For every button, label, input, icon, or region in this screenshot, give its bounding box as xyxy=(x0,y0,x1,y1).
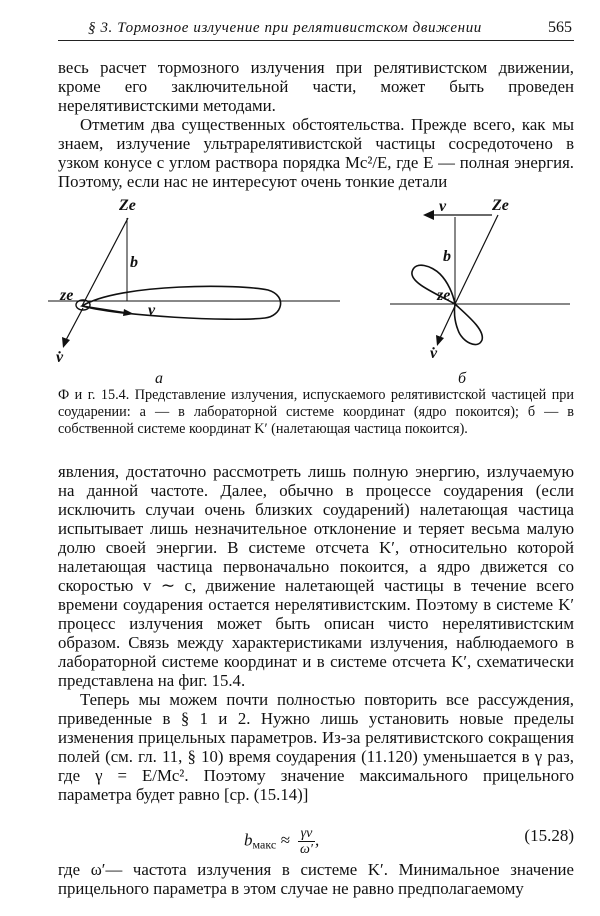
formula-lhs-subscript: макс xyxy=(252,837,277,852)
equation-15-28 xyxy=(58,818,574,857)
page-number: 565 xyxy=(548,19,572,36)
paragraph-5: где ω′— частота излучения в системе K′. Минимальное значение прицельного параметра в этом случае не равно предполагаемому xyxy=(58,860,574,898)
figure-15-4 xyxy=(40,188,580,388)
accel-arrowhead-a xyxy=(62,337,70,348)
impact-label-b: b xyxy=(443,248,451,265)
impact-label-a: b xyxy=(130,254,138,271)
figure-diagram xyxy=(40,188,580,388)
radiation-lobe-a xyxy=(82,286,281,319)
accel-arrowhead-b xyxy=(436,335,444,346)
paragraph-2: Отметим два существенных обстоятельства. Прежде всего, как мы знаем, излучение ультрарелятивистской частицы сосредоточено в узком конусе с углом раствора порядка Mc²/E, где E — полная энергия. Поэтому, если нас не интересуют очень тонкие детали xyxy=(58,115,574,191)
running-header xyxy=(58,14,574,41)
formula-denominator: ω′ xyxy=(300,842,313,857)
particle-label-b: ze xyxy=(437,287,451,304)
particle-label-a: ze xyxy=(60,287,74,304)
radius-line-b xyxy=(455,215,498,304)
equation-number: (15.28) xyxy=(524,826,574,845)
caption-text: Ф и г. 15.4. Представление излучения, испускаемого релятивистской частицей при соударении: а — в лабораторной системе координат (ядро покоится); б — в собственной системе координат K′ (налетающая частица покоится). xyxy=(58,387,574,437)
formula-expression xyxy=(244,826,319,857)
text-block-bottom xyxy=(58,860,574,898)
panel-label-b: б xyxy=(458,370,467,387)
accel-label-a: v̇ xyxy=(56,349,64,366)
velocity-label-b: v xyxy=(439,198,447,215)
formula-trailing: , xyxy=(315,830,320,850)
figure-caption xyxy=(58,387,574,438)
accel-arrow-a xyxy=(66,308,83,340)
nucleus-label-b: Ze xyxy=(492,197,509,214)
velocity-arrowhead-a xyxy=(123,309,134,316)
section-title: § 3. Тормозное излучение при релятивистском движении xyxy=(88,20,482,36)
formula-numerator: γv xyxy=(298,826,315,842)
velocity-label-a: v xyxy=(148,302,156,319)
text-block-top xyxy=(58,58,574,191)
velocity-arrowhead-b xyxy=(423,210,434,220)
panel-label-a: а xyxy=(155,370,163,387)
text-block-middle xyxy=(58,462,574,804)
accel-arrow-b xyxy=(440,306,455,338)
formula-lhs: b xyxy=(244,830,253,850)
paragraph-4: Теперь мы можем почти полностью повторить все рассуждения, приведенные в § 1 и 2. Нужно лишь установить новые пределы изменения прицельных параметров. Из-за релятивистского сокращения полей (см. гл. 11, § 10) время соударения (11.120) уменьшается в γ раз, где γ = E/Mc². Поэтому значение максимального прицельного параметра будет равно [ср. (15.14)] xyxy=(58,690,574,804)
panel-a xyxy=(48,197,340,387)
formula-fraction xyxy=(298,826,315,857)
paragraph-1: весь расчет тормозного излучения при релятивистском движении, кроме его заключительной части, может быть проведен нерелятивистскими методами. xyxy=(58,58,574,115)
paragraph-3: явления, достаточно рассмотреть лишь полную энергию, излучаемую на данной частоте. Далее, обычно в процессе соударения (если исключить случаи очень близких соударений) налетающая частица испытывает лишь незначительное отклонение и теряет весьма малую долю своей энергии. В системе отсчета K′, относительно которой налетающая частица первоначально покоится, а ядро движется со скоростью v ∼ c, движение налетающей частицы в течение всего времени соударения остается нерелятивистским. Поэтому в системе K′ процесс излучения может быть описан чисто нерелятивистским образом. Связь между характеристиками излучения, наблюдаемого в лабораторной системе координат и в системе отсчета K′, схематически представлена на фиг. 15.4. xyxy=(58,462,574,690)
velocity-arrow-a xyxy=(83,306,128,313)
nucleus-label-a: Ze xyxy=(119,197,136,214)
panel-b xyxy=(390,197,570,387)
formula-approx: ≈ xyxy=(276,830,295,850)
accel-label-b: v̇ xyxy=(430,345,438,362)
radiation-lobe-b2 xyxy=(454,304,482,345)
